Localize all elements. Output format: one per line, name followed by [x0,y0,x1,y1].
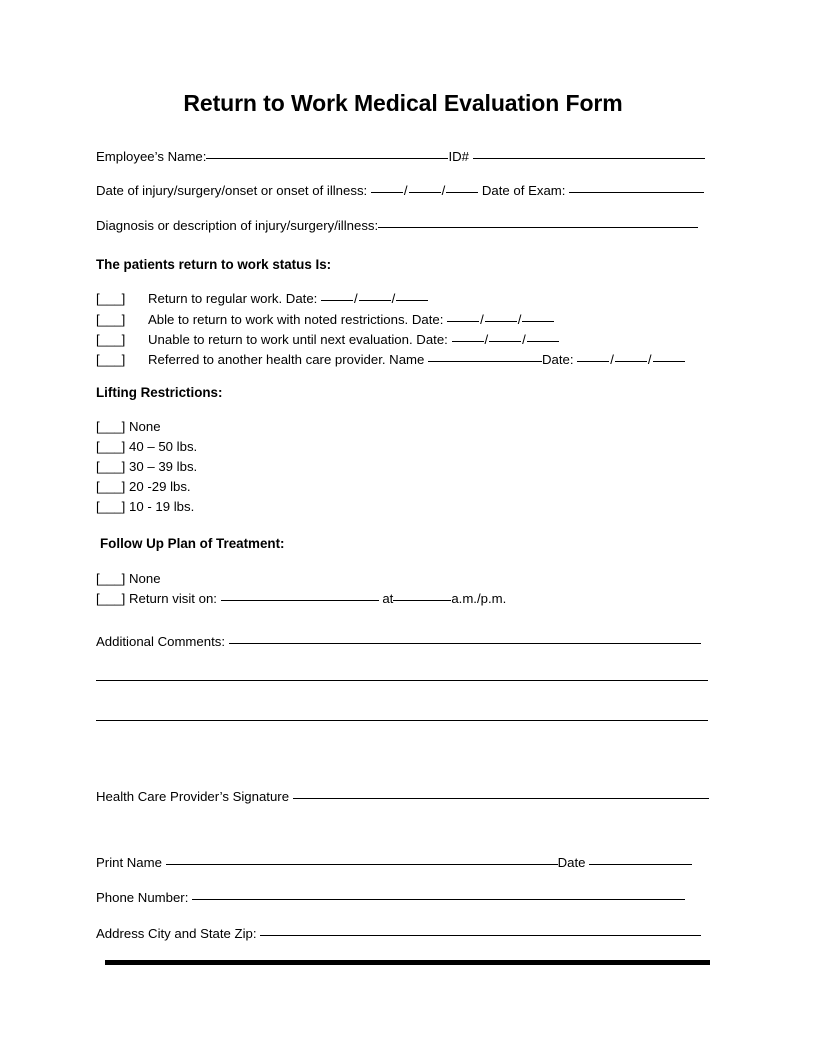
lifting-section-heading: Lifting Restrictions: [96,384,223,400]
followup-option-none[interactable] [96,569,710,589]
regular-work-year-slot[interactable] [396,300,428,301]
address-row [96,925,710,943]
status-label-unable: Unable to return to work until next evaluation. Date: [148,331,448,347]
unable-year-slot[interactable] [527,341,559,342]
employee-name-label: Employee’s Name: [96,148,207,164]
comments-row [96,633,710,651]
lifting-checkbox-30-39[interactable]: [___] [96,459,126,475]
diagnosis-label: Diagnosis or description of injury/surgery/illness: [96,218,379,234]
referred-month-slot[interactable] [577,361,609,362]
restrictions-month-slot[interactable] [447,321,479,322]
followup-checkbox-return-visit[interactable]: [___] [96,590,126,606]
status-checkbox-restrictions[interactable]: [___] [96,311,126,327]
regular-work-month-slot[interactable] [321,300,353,301]
lifting-option-40-50[interactable] [96,437,710,457]
spacer-after-lifting [96,517,710,535]
lifting-option-30-39[interactable] [96,457,710,477]
status-checkbox-regular-work[interactable]: [___] [96,291,126,307]
diagnosis-row [96,217,710,235]
address-label: Address City and State Zip: [96,926,257,942]
employee-name-input-rule[interactable] [206,158,448,159]
status-option-list [96,289,710,369]
comments-label: Additional Comments: [96,633,226,649]
followup-label-none: None [129,570,161,586]
lifting-checkbox-10-19[interactable]: [___] [96,499,126,515]
restrictions-day-slot[interactable] [485,321,517,322]
regular-work-day-slot[interactable] [359,300,391,301]
lifting-checkbox-none[interactable]: [___] [96,419,126,435]
injury-year-slot[interactable] [446,192,478,193]
address-rule[interactable] [260,935,701,936]
status-option-regular-work[interactable]: [___] Return to regular work. Date: / / [96,289,710,309]
lifting-label-30-39: 30 – 39 lbs. [129,459,198,475]
lifting-label-40-50: 40 – 50 lbs. [129,439,198,455]
lifting-option-none[interactable] [96,417,710,437]
phone-number-label: Phone Number: [96,890,189,906]
spacer-after-status [96,370,710,384]
followup-option-return-visit[interactable] [96,589,710,609]
lifting-option-10-19[interactable] [96,497,710,517]
diagnosis-input-rule[interactable] [378,227,698,228]
print-name-row [96,854,710,872]
lifting-option-list [96,417,710,517]
return-visit-ampm-label: a.m./p.m. [451,590,507,606]
return-visit-time-rule[interactable] [393,600,451,601]
id-input-rule[interactable] [473,158,705,159]
restrictions-year-slot[interactable] [522,321,554,322]
phone-number-row [96,889,710,907]
followup-checkbox-none[interactable]: [___] [96,570,126,586]
print-name-rule[interactable] [166,864,558,865]
status-label-referred: Referred to another health care provider. Name [148,351,425,367]
date-of-injury-row: Date of injury/surgery/onset or onset of illness: / / Date of Exam: [96,182,710,200]
lifting-checkbox-20-29[interactable]: [___] [96,479,126,495]
status-option-referred[interactable]: [___] Referred to another health care provider. Name Date: / / [96,350,710,370]
status-label-restrictions: Able to return to work with noted restrictions. Date: [148,311,444,327]
return-visit-at-label: at [382,590,394,606]
spacer-comments-1 [96,651,710,680]
print-name-label: Print Name [96,854,162,870]
lifting-label-20-29: 20 -29 lbs. [129,479,191,495]
lifting-label-10-19: 10 - 19 lbs. [129,499,195,515]
referred-provider-name-rule[interactable] [428,361,542,362]
signature-date-label: Date [557,854,586,870]
injury-day-slot[interactable] [409,192,441,193]
referred-day-slot[interactable] [615,361,647,362]
provider-signature-rule[interactable] [293,798,709,799]
status-option-unable[interactable]: [___] Unable to return to work until next evaluation. Date: / / [96,330,710,350]
referred-year-slot[interactable] [653,361,685,362]
unable-day-slot[interactable] [489,341,521,342]
date-of-exam-label: Date of Exam: [481,183,566,199]
id-label: ID# [448,148,469,164]
unable-month-slot[interactable] [452,341,484,342]
status-checkbox-unable[interactable]: [___] [96,331,126,347]
phone-number-rule[interactable] [192,899,685,900]
status-label-regular-work: Return to regular work. Date: [148,291,318,307]
status-option-restrictions[interactable]: [___] Able to return to work with noted restrictions. Date: / / [96,310,710,330]
lifting-label-none: None [129,419,161,435]
lifting-checkbox-40-50[interactable]: [___] [96,439,126,455]
form-body [96,90,710,943]
spacer-before-print-name [96,806,710,854]
followup-section-heading: Follow Up Plan of Treatment: [100,536,285,552]
date-of-injury-label: Date of injury/surgery/onset or onset of illness: [96,183,368,199]
followup-label-return-visit: Return visit on: [129,590,217,606]
page-title: Return to Work Medical Evaluation Form [183,90,623,116]
employee-name-row [96,148,710,166]
spacer-before-signature [96,721,710,788]
injury-month-slot[interactable] [371,192,403,193]
spacer-after-followup [96,609,710,633]
status-section-heading: The patients return to work status Is: [96,257,332,273]
return-visit-date-rule[interactable] [221,600,379,601]
date-of-exam-input-rule[interactable] [569,192,704,193]
comments-input-rule-1[interactable] [229,643,701,644]
lifting-option-20-29[interactable] [96,477,710,497]
provider-signature-row [96,788,710,806]
followup-option-list [96,569,710,609]
footer-divider [105,960,710,965]
provider-signature-label: Health Care Provider’s Signature [96,788,290,804]
referred-date-label: Date: [542,351,574,367]
signature-date-rule[interactable] [589,864,692,865]
spacer-comments-2 [96,681,710,720]
status-checkbox-referred[interactable]: [___] [96,351,126,367]
